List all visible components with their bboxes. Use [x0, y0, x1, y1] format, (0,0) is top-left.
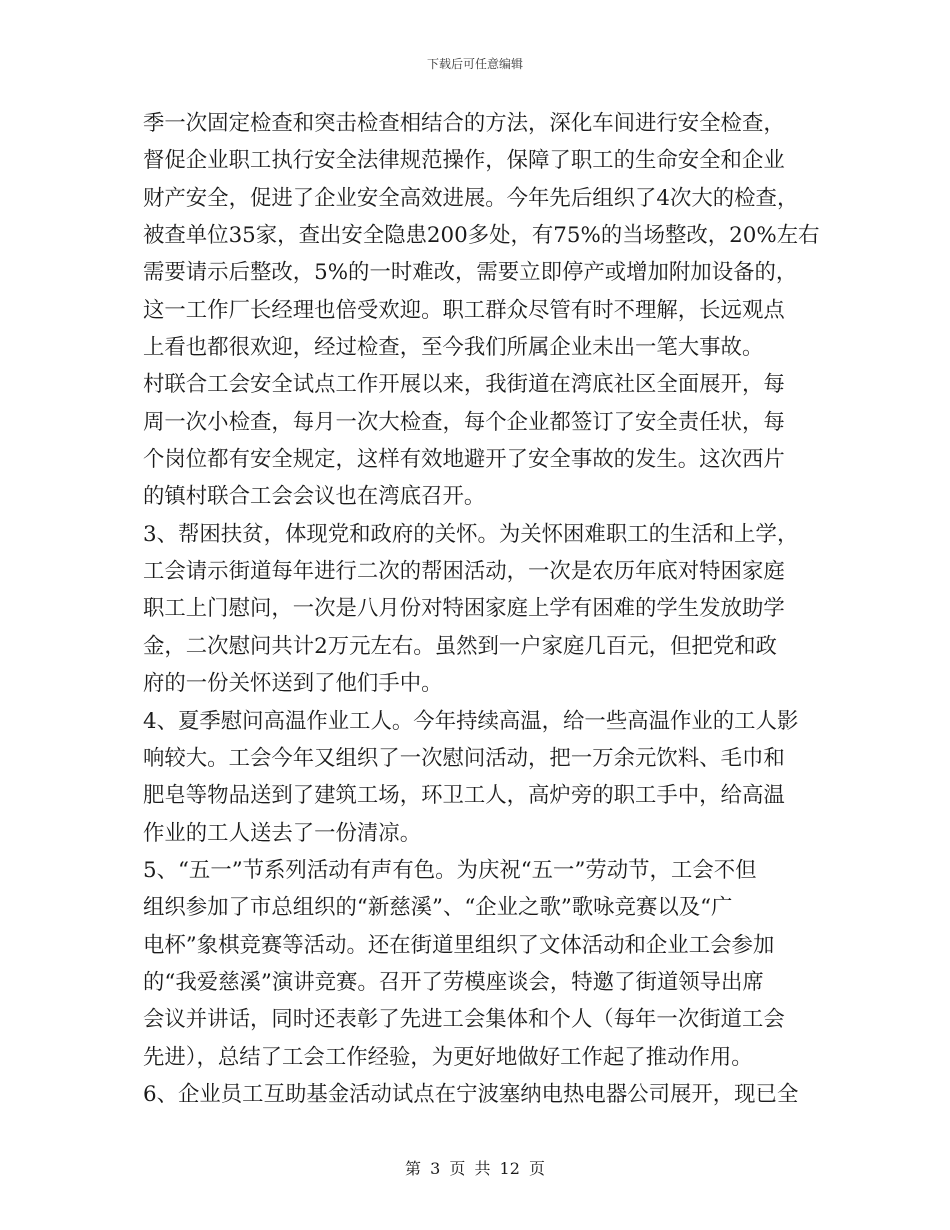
text-line: 组织参加了市总组织的“新慈溪”、“企业之歌”歌咏竞赛以及“广: [143, 895, 733, 921]
text-line: 季一次固定检查和突击检查相结合的方法，深化车间进行安全检查，: [143, 111, 785, 136]
text-line: 响较大。工会今年又组织了一次慰问活动，把一万余元饮料、毛巾和: [143, 745, 785, 771]
text-line: 村联合工会安全试点工作开展以来，我街道在湾底社区全面展开，每: [143, 372, 785, 398]
document-body: [143, 105, 820, 1113]
text-line: 财产安全，促进了企业安全高效进展。今年先后组织了4次大的检查，: [143, 185, 799, 211]
text-line: 职工上门慰问，一次是八月份对特困家庭上学有困难的学生发放助学: [143, 596, 785, 622]
text-line: 会议并讲话，同时还表彰了先进工会集体和个人（每年一次街道工会: [143, 1007, 785, 1033]
text-line: 先进），总结了工会工作经验，为更好地做好工作起了推动作用。: [143, 1044, 753, 1070]
page-number-footer: 第 3 页 共 12 页: [405, 1159, 545, 1178]
text-line: 需要请示后整改，5%的一时难改，需要立即停产或增加附加设备的，: [143, 260, 798, 286]
text-line: 肥皂等物品送到了建筑工场，环卫工人，高炉旁的职工手中，给高温: [143, 783, 785, 809]
text-line: 作业的工人送去了一份清凉。: [143, 820, 422, 846]
text-line: 3、帮困扶贫，体现党和政府的关怀。为关怀困难职工的生活和上学，: [143, 521, 799, 547]
text-line: 的“我爱慈溪”演讲竞赛。召开了劳模座谈会，特邀了街道领导出席: [143, 969, 764, 995]
text-line: 5、“五一”节系列活动有声有色。为庆祝“五一”劳动节，工会不但: [143, 857, 757, 883]
text-line: 这一工作厂长经理也倍受欢迎。职工群众尽管有时不理解，长远观点: [143, 297, 785, 323]
text-line: 个岗位都有安全规定，这样有效地避开了安全事故的发生。这次西片: [143, 447, 785, 473]
text-line: 电杯”象棋竞赛等活动。还在街道里组织了文体活动和企业工会参加: [143, 932, 775, 958]
text-line: 6、企业员工互助基金活动试点在宁波塞纳电热电器公司展开，现已全: [143, 1081, 799, 1107]
text-line: 金，二次慰问共计2万元左右。虽然到一户家庭几百元，但把党和政: [143, 633, 777, 659]
text-line: 的镇村联合工会会议也在湾底召开。: [143, 484, 486, 510]
text-line: 工会请示街道每年进行二次的帮困活动，一次是农历年底对特困家庭: [143, 559, 785, 585]
text-line: 府的一份关怀送到了他们手中。: [143, 671, 443, 697]
page-header: 下载后可任意编辑: [426, 57, 523, 71]
text-line: 被查单位35家，查出安全隐患200多处，有75%的当场整改，20%左右: [143, 223, 820, 249]
text-line: 周一次小检查，每月一次大检查，每个企业都签订了安全责任状，每: [143, 409, 785, 435]
text-line: 督促企业职工执行安全法律规范操作，保障了职工的生命安全和企业: [143, 148, 785, 174]
text-line: 4、夏季慰问高温作业工人。今年持续高温，给一些高温作业的工人影: [143, 708, 799, 734]
text-line: 上看也都很欢迎，经过检查，至今我们所属企业未出一笔大事故。: [143, 335, 764, 361]
